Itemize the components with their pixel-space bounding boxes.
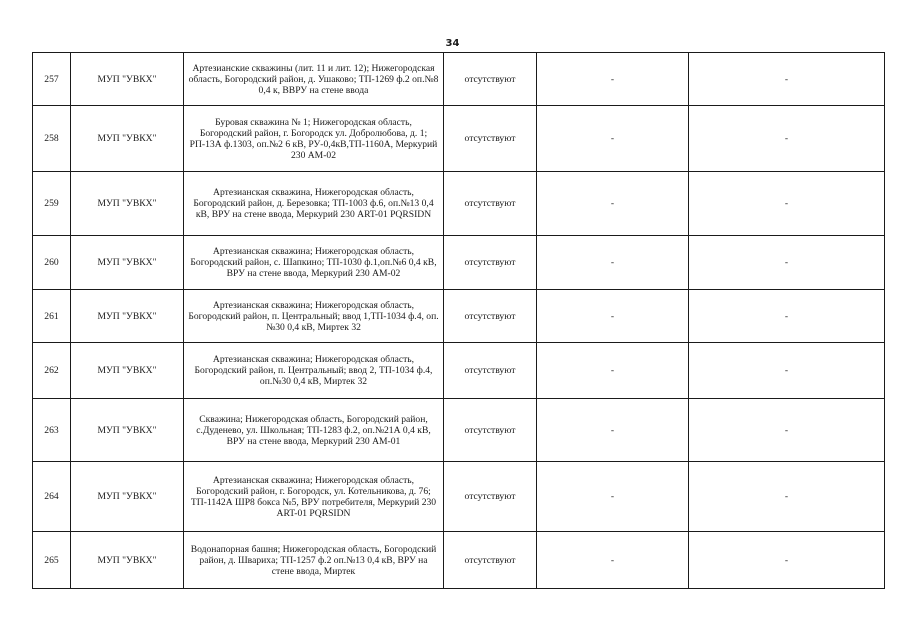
row-number-cell: 261 [33,290,71,343]
dash-cell-e: - [537,236,689,290]
row-number-cell: 264 [33,462,71,532]
dash-cell-f: - [689,462,885,532]
dash-cell-e: - [537,532,689,589]
row-number-cell: 265 [33,532,71,589]
object-description-cell: Артезианские скважины (лит. 11 и лит. 12); Нижегородская область, Богородский район, д. Ушаково; ТП-1269 ф.2 оп.№8 0,4 к, ВВРУ на стене ввода [184,53,444,106]
dash-cell-f: - [689,172,885,236]
status-cell: отсутствуют [444,236,537,290]
table-row [33,106,885,172]
dash-cell-e: - [537,53,689,106]
dash-cell-e: - [537,290,689,343]
organization-cell: МУП "УВКХ" [71,290,184,343]
dash-cell-e: - [537,106,689,172]
dash-cell-f: - [689,53,885,106]
table-row [33,53,885,106]
row-number-cell: 263 [33,399,71,462]
row-number-cell: 257 [33,53,71,106]
row-number-cell: 258 [33,106,71,172]
object-description-cell: Водонапорная башня; Нижегородская область, Богородский район, д. Шварихa; ТП-1257 ф.2 оп.№13 0,4 кВ, ВРУ на стене ввода, Миртек [184,532,444,589]
row-number-cell: 259 [33,172,71,236]
dash-cell-f: - [689,106,885,172]
status-cell: отсутствуют [444,290,537,343]
dash-cell-e: - [537,399,689,462]
object-description-cell: Артезианская скважина; Нижегородская область, Богородский район, п. Центральный; ввод 1,ТП-1034 ф.4, оп.№30 0,4 кВ, Миртек 32 [184,290,444,343]
organization-cell: МУП "УВКХ" [71,53,184,106]
object-description-cell: Артезианская скважина; Нижегородская область, Богородский район, п. Центральный; ввод 2, ТП-1034 ф.4, оп.№30 0,4 кВ, Миртек 32 [184,343,444,399]
organization-cell: МУП "УВКХ" [71,532,184,589]
object-description-cell: Артезианская скважина; Нижегородская область, Богородский район, г. Богородск, ул. Котельникова, д. 76; ТП-1142А ШР8 бокса №5, ВРУ потребителя, Меркурий 230 ART-01 PQRSIDN [184,462,444,532]
dash-cell-e: - [537,462,689,532]
dash-cell-e: - [537,343,689,399]
organization-cell: МУП "УВКХ" [71,462,184,532]
table-row [33,172,885,236]
status-cell: отсутствуют [444,343,537,399]
object-description-cell: Артезианская скважина; Нижегородская область, Богородский район, с. Шапкино; ТП-1030 ф.1,оп.№6 0,4 кВ, ВРУ на стене ввода, Меркурий 230 АМ-02 [184,236,444,290]
dash-cell-f: - [689,236,885,290]
status-cell: отсутствуют [444,106,537,172]
organization-cell: МУП "УВКХ" [71,172,184,236]
status-cell: отсутствуют [444,462,537,532]
table-row [33,236,885,290]
organization-cell: МУП "УВКХ" [71,343,184,399]
object-description-cell: Артезианская скважина, Нижегородская область, Богородский район, д. Березовка; ТП-1003 ф.6, оп.№13 0,4 кВ, ВРУ на стене ввода, Меркурий 230 ART-01 PQRSIDN [184,172,444,236]
object-description-cell: Скважина; Нижегородская область, Богородский район, с.Дуденево, ул. Школьная; ТП-1283 ф.2, оп.№21А 0,4 кВ, ВРУ на стене ввода, Меркурий 230 АМ-01 [184,399,444,462]
table-row [33,462,885,532]
registry-table [32,52,885,589]
status-cell: отсутствуют [444,532,537,589]
object-description-cell: Буровая скважина № 1; Нижегородская область, Богородский район, г. Богородск ул. Добролюбова, д. 1; РП-13А ф.1303, оп.№2 6 кВ, РУ-0,4кВ,ТП-1160А, Меркурий 230 АМ-02 [184,106,444,172]
organization-cell: МУП "УВКХ" [71,399,184,462]
dash-cell-f: - [689,343,885,399]
table-row [33,399,885,462]
table-row [33,343,885,399]
organization-cell: МУП "УВКХ" [71,106,184,172]
dash-cell-e: - [537,172,689,236]
row-number-cell: 262 [33,343,71,399]
page-number: 34 [445,38,460,49]
organization-cell: МУП "УВКХ" [71,236,184,290]
dash-cell-f: - [689,532,885,589]
row-number-cell: 260 [33,236,71,290]
dash-cell-f: - [689,399,885,462]
table-row [33,532,885,589]
table-row [33,290,885,343]
status-cell: отсутствуют [444,172,537,236]
dash-cell-f: - [689,290,885,343]
status-cell: отсутствуют [444,53,537,106]
status-cell: отсутствуют [444,399,537,462]
